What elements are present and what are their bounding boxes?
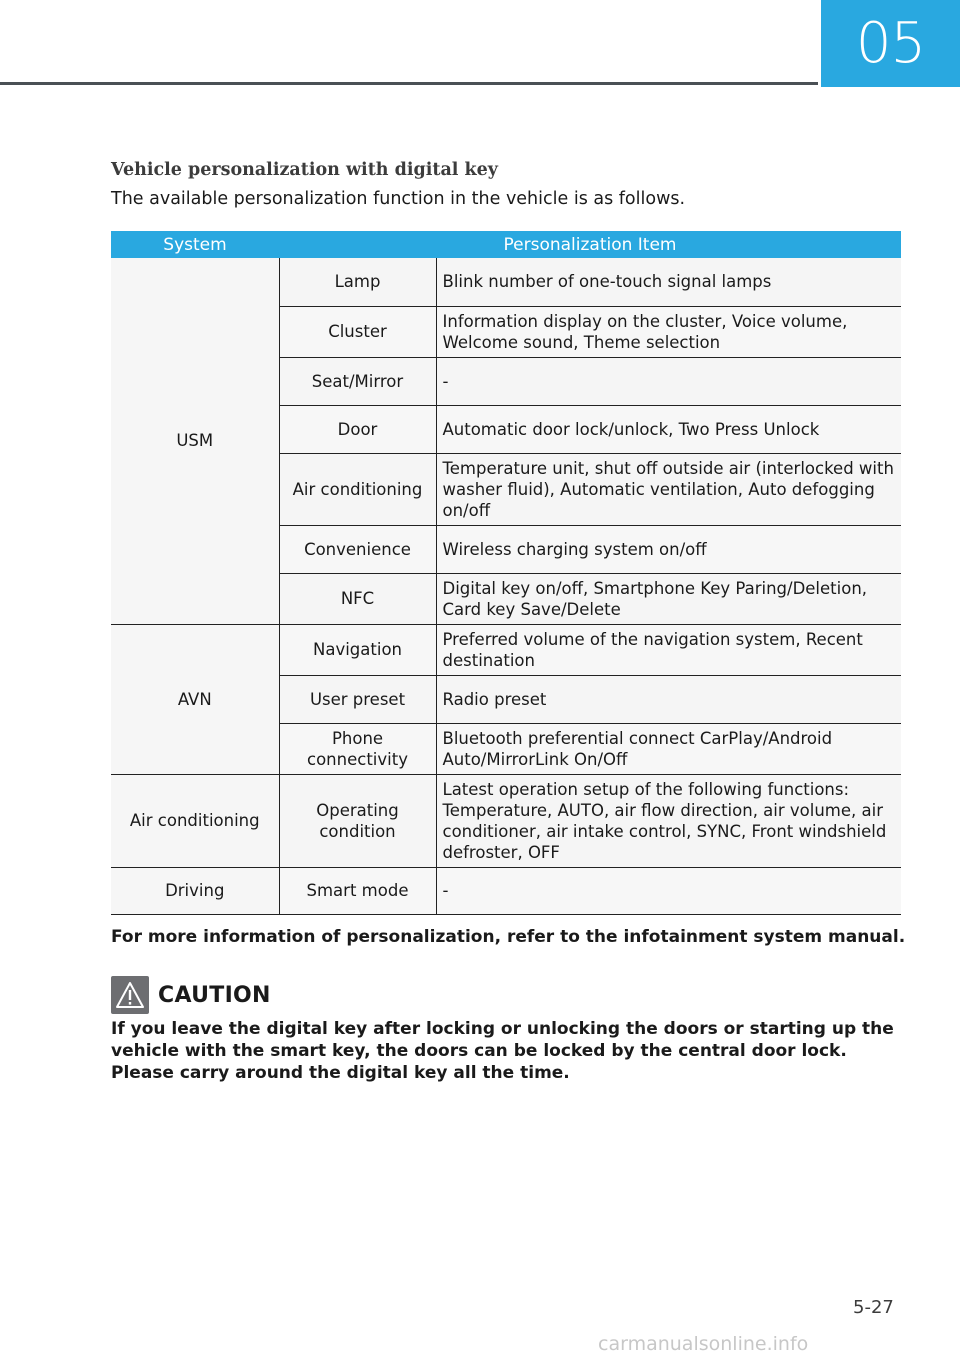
header-system: System (111, 231, 279, 258)
caution-header (111, 975, 271, 1015)
item-cell: - (436, 867, 901, 914)
item-cell: - (436, 357, 901, 405)
category-cell: Door (279, 405, 436, 453)
system-cell-air-conditioning: Air conditioning (111, 774, 279, 867)
category-cell: Smart mode (279, 867, 436, 914)
item-cell: Blink number of one-touch signal lamps (436, 258, 901, 306)
category-cell: Convenience (279, 525, 436, 573)
item-cell: Wireless charging system on/off (436, 525, 901, 573)
header-personalization-item: Personalization Item (279, 231, 901, 258)
category-cell: Seat/Mirror (279, 357, 436, 405)
info-note: For more information of personalization, refer to the infotainment system manual. (111, 927, 906, 947)
category-cell: Phone connectivity (279, 723, 436, 774)
system-cell-avn: AVN (111, 624, 279, 774)
table-row (111, 258, 901, 306)
table-header-row (111, 231, 901, 258)
category-cell: User preset (279, 675, 436, 723)
warning-triangle-icon (111, 976, 149, 1014)
category-cell: Operating condition (279, 774, 436, 867)
table-row (111, 774, 901, 867)
table-row (111, 867, 901, 914)
system-cell-driving: Driving (111, 867, 279, 914)
item-cell: Bluetooth preferential connect CarPlay/Android Auto/MirrorLink On/Off (436, 723, 901, 774)
system-cell-usm: USM (111, 258, 279, 624)
item-cell: Latest operation setup of the following functions: Temperature, AUTO, air flow direction, air volume, air conditioner, air intake control, SYNC, Front windshield defroster, OFF (436, 774, 901, 867)
table-row (111, 624, 901, 675)
caution-text: If you leave the digital key after locking or unlocking the doors or starting up the vehicle with the smart key, the doors can be locked by the central door lock. Please carry around the digital key all the time. (111, 1019, 894, 1083)
item-cell: Automatic door lock/unlock, Two Press Unlock (436, 405, 901, 453)
category-cell: Lamp (279, 258, 436, 306)
category-cell: Cluster (279, 306, 436, 357)
header-rule (0, 82, 818, 85)
watermark: carmanualsonline.info (598, 1333, 809, 1355)
personalization-table (111, 231, 901, 915)
item-cell: Information display on the cluster, Voice volume, Welcome sound, Theme selection (436, 306, 901, 357)
page-number: 5-27 (853, 1297, 894, 1318)
item-cell: Digital key on/off, Smartphone Key Paring/Deletion, Card key Save/Delete (436, 573, 901, 624)
section-title: Vehicle personalization with digital key (111, 160, 498, 180)
item-cell: Preferred volume of the navigation system, Recent destination (436, 624, 901, 675)
category-cell: NFC (279, 573, 436, 624)
category-cell: Air conditioning (279, 453, 436, 525)
item-cell: Radio preset (436, 675, 901, 723)
caution-title: CAUTION (158, 982, 271, 1008)
intro-text: The available personalization function in the vehicle is as follows. (111, 189, 686, 209)
item-cell: Temperature unit, shut off outside air (interlocked with washer fluid), Automatic ventilation, Auto defogging on/off (436, 453, 901, 525)
chapter-tab: 05 (821, 0, 960, 87)
category-cell: Navigation (279, 624, 436, 675)
